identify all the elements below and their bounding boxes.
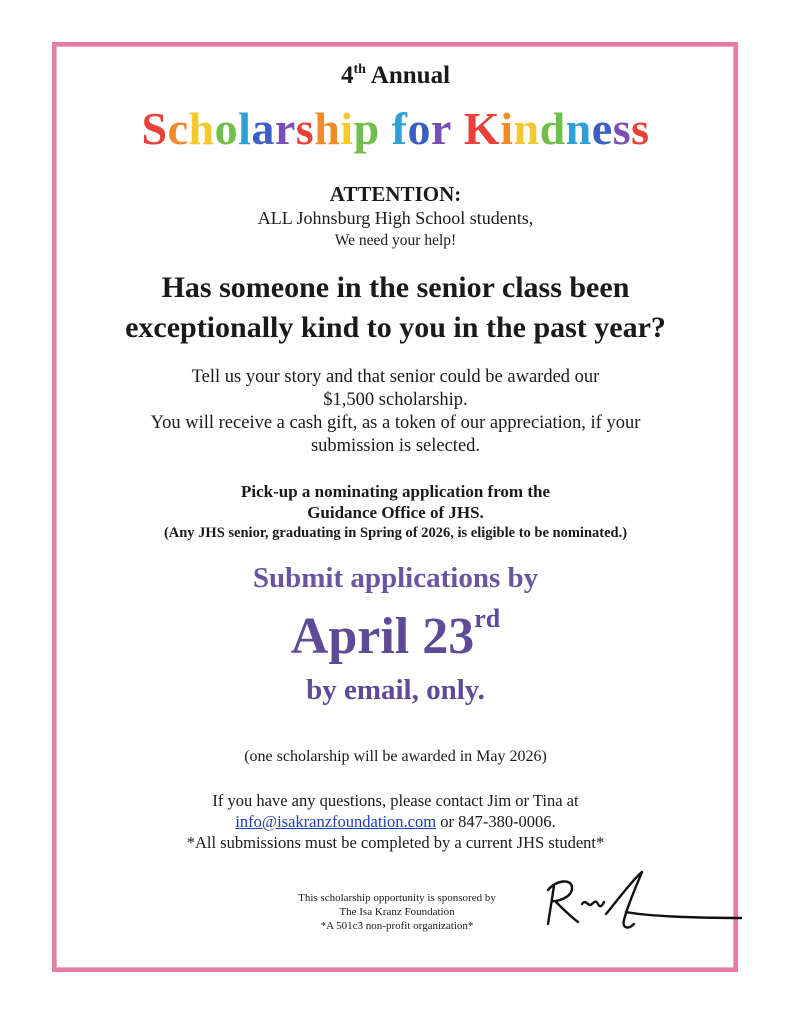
story-line-2: $1,500 scholarship.	[323, 390, 468, 410]
title-letter: s	[631, 103, 650, 154]
attention-line-students: ALL Johnsburg High School students,	[257, 208, 534, 228]
title-letter: n	[565, 103, 592, 154]
sponsor-info	[262, 891, 532, 933]
attention-line-help: We need your help!	[334, 232, 457, 249]
award-note: (one scholarship will be awarded in May 2026)	[244, 748, 547, 765]
title-letter: l	[238, 103, 252, 154]
title-letter: o	[214, 103, 239, 154]
title-letter	[452, 102, 464, 155]
title-letter: n	[513, 103, 540, 154]
scholarship-title	[0, 102, 791, 155]
sponsor-line-1: This scholarship opportunity is sponsored by	[298, 892, 496, 904]
title-letter: e	[591, 103, 613, 154]
deadline-date	[0, 604, 791, 666]
title-letter: h	[188, 103, 215, 154]
question-line-1: Has someone in the senior class been	[161, 271, 630, 304]
submission-method: by email, only.	[306, 674, 485, 706]
submit-heading: Submit applications by	[252, 562, 539, 594]
title-letter: s	[612, 103, 632, 154]
title-letter: K	[463, 103, 501, 154]
annual-word: Annual	[370, 62, 451, 89]
pickup-line-2: Guidance Office of JHS.	[307, 503, 484, 522]
title-letter: r	[274, 103, 296, 154]
title-letter: o	[407, 103, 431, 154]
phone-number: or 847-380-0006.	[436, 812, 556, 831]
title-letter: a	[251, 103, 275, 154]
story-line-1: Tell us your story and that senior could be awarded our	[191, 367, 600, 387]
pickup-line-1: Pick-up a nominating application from the	[240, 482, 551, 501]
signature-image	[542, 868, 742, 938]
contact-email-phone	[0, 811, 791, 832]
sponsor-nonprofit-note: *A 501c3 non-profit organization*	[320, 920, 474, 932]
title-letter: h	[314, 103, 341, 154]
contact-line: If you have any questions, please contact Jim or Tina at	[212, 791, 579, 810]
title-letter: s	[295, 103, 315, 154]
annual-suffix: th	[353, 62, 366, 77]
contact-info	[0, 790, 791, 853]
kindness-question	[0, 268, 791, 348]
title-letter: p	[353, 103, 380, 154]
sponsor-foundation-name: The Isa Kranz Foundation	[339, 906, 455, 918]
title-letter: i	[500, 103, 514, 154]
story-line-4: submission is selected.	[310, 436, 481, 456]
annual-heading	[0, 62, 791, 90]
pickup-instructions	[0, 481, 791, 544]
submission-note: *All submissions must be completed by a current JHS student*	[186, 833, 605, 852]
story-line-3: You will receive a cash gift, as a token of our appreciation, if your	[150, 413, 641, 433]
title-letter: S	[141, 103, 168, 154]
attention-heading: ATTENTION:	[329, 182, 462, 206]
title-letter: r	[431, 103, 452, 154]
story-paragraph	[0, 366, 791, 458]
title-letter: i	[340, 103, 354, 154]
deadline-date-main: April 23	[290, 608, 475, 665]
title-letter: d	[539, 103, 566, 154]
email-link[interactable]: info@isakranzfoundation.com	[235, 812, 437, 831]
title-letter	[380, 102, 392, 155]
question-line-2: exceptionally kind to you in the past year?	[125, 311, 666, 344]
title-letter: c	[167, 103, 189, 154]
eligibility-note: (Any JHS senior, graduating in Spring of 2026, is eligible to be nominated.)	[163, 525, 628, 541]
annual-number: 4	[340, 62, 354, 89]
deadline-date-suffix: rd	[474, 604, 501, 633]
title-letter: f	[391, 103, 408, 154]
